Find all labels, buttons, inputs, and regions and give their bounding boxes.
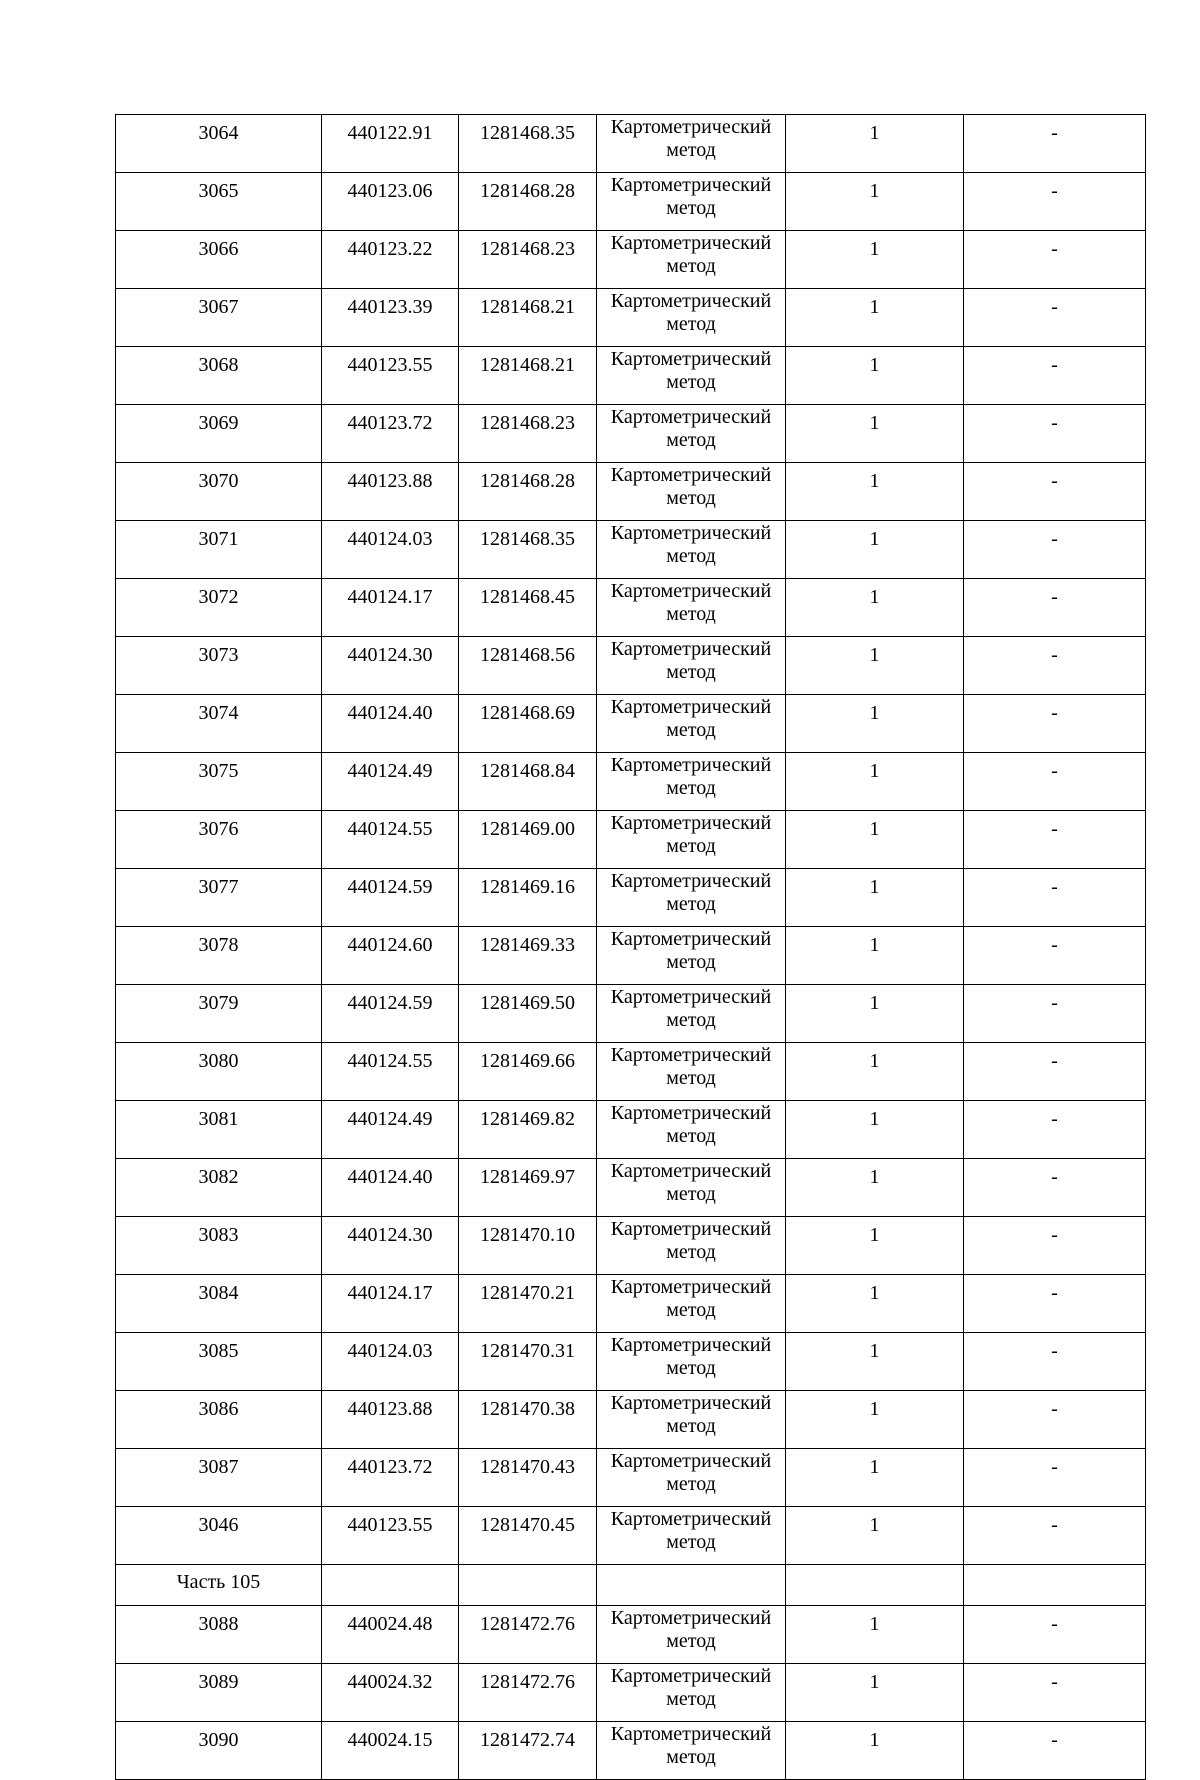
method-cell: Картометрический метод [597,1275,786,1333]
method-cell: Картометрический метод [597,637,786,695]
method-cell: Картометрический метод [597,1606,786,1664]
point-number-cell: 3085 [116,1333,322,1391]
point-number-cell: 3076 [116,811,322,869]
x-coordinate-cell: 440124.03 [322,521,459,579]
note-cell: - [964,1333,1146,1391]
accuracy-cell: 1 [786,637,964,695]
point-number-cell: 3080 [116,1043,322,1101]
note-cell: - [964,115,1146,173]
y-coordinate-cell: 1281469.33 [459,927,597,985]
table-row [116,637,1146,695]
point-number-cell: 3090 [116,1722,322,1780]
method-cell: Картометрический метод [597,869,786,927]
x-coordinate-cell: 440124.59 [322,985,459,1043]
y-coordinate-cell: 1281468.35 [459,115,597,173]
x-coordinate-cell: 440124.40 [322,1159,459,1217]
table-row [116,579,1146,637]
y-coordinate-cell: 1281470.43 [459,1449,597,1507]
method-cell: Картометрический метод [597,1507,786,1565]
x-coordinate-cell: 440024.32 [322,1664,459,1722]
note-cell: - [964,579,1146,637]
point-number-cell: 3074 [116,695,322,753]
note-cell: - [964,1664,1146,1722]
table-row [116,695,1146,753]
note-cell: - [964,1101,1146,1159]
x-coordinate-cell: 440024.48 [322,1606,459,1664]
point-number-cell: 3065 [116,173,322,231]
y-coordinate-cell: 1281472.76 [459,1664,597,1722]
point-number-cell: 3069 [116,405,322,463]
point-number-cell: 3077 [116,869,322,927]
accuracy-cell: 1 [786,1449,964,1507]
note-cell: - [964,1159,1146,1217]
x-coordinate-cell: 440123.88 [322,463,459,521]
point-number-cell: 3068 [116,347,322,405]
table-row [116,1664,1146,1722]
table-row [116,811,1146,869]
note-cell: - [964,1449,1146,1507]
table-row [116,1159,1146,1217]
empty-cell [597,1565,786,1606]
accuracy-cell: 1 [786,521,964,579]
point-number-cell: 3089 [116,1664,322,1722]
table-row [116,405,1146,463]
x-coordinate-cell: 440123.55 [322,347,459,405]
y-coordinate-cell: 1281472.74 [459,1722,597,1780]
note-cell: - [964,985,1146,1043]
point-number-cell: 3070 [116,463,322,521]
y-coordinate-cell: 1281468.21 [459,347,597,405]
accuracy-cell: 1 [786,927,964,985]
accuracy-cell: 1 [786,811,964,869]
x-coordinate-cell: 440024.15 [322,1722,459,1780]
accuracy-cell: 1 [786,695,964,753]
table-body [116,115,1146,1780]
note-cell: - [964,811,1146,869]
note-cell: - [964,1606,1146,1664]
y-coordinate-cell: 1281470.10 [459,1217,597,1275]
table-row [116,463,1146,521]
section-row [116,1565,1146,1606]
accuracy-cell: 1 [786,1043,964,1101]
method-cell: Картометрический метод [597,231,786,289]
accuracy-cell: 1 [786,173,964,231]
table-row [116,1043,1146,1101]
accuracy-cell: 1 [786,115,964,173]
x-coordinate-cell: 440124.17 [322,1275,459,1333]
accuracy-cell: 1 [786,753,964,811]
note-cell: - [964,1217,1146,1275]
method-cell: Картометрический метод [597,695,786,753]
point-number-cell: 3072 [116,579,322,637]
method-cell: Картометрический метод [597,1043,786,1101]
y-coordinate-cell: 1281469.16 [459,869,597,927]
point-number-cell: 3083 [116,1217,322,1275]
x-coordinate-cell: 440122.91 [322,115,459,173]
table-row [116,1449,1146,1507]
note-cell: - [964,1275,1146,1333]
x-coordinate-cell: 440123.88 [322,1391,459,1449]
table-row [116,173,1146,231]
x-coordinate-cell: 440124.55 [322,1043,459,1101]
empty-cell [786,1565,964,1606]
note-cell: - [964,637,1146,695]
note-cell: - [964,231,1146,289]
note-cell: - [964,869,1146,927]
note-cell: - [964,173,1146,231]
table-row [116,1391,1146,1449]
y-coordinate-cell: 1281470.31 [459,1333,597,1391]
accuracy-cell: 1 [786,1391,964,1449]
x-coordinate-cell: 440124.03 [322,1333,459,1391]
x-coordinate-cell: 440123.39 [322,289,459,347]
x-coordinate-cell: 440123.72 [322,1449,459,1507]
y-coordinate-cell: 1281468.28 [459,463,597,521]
accuracy-cell: 1 [786,1333,964,1391]
y-coordinate-cell: 1281468.35 [459,521,597,579]
y-coordinate-cell: 1281469.00 [459,811,597,869]
point-number-cell: 3081 [116,1101,322,1159]
coordinates-table [115,114,1146,1780]
method-cell: Картометрический метод [597,521,786,579]
y-coordinate-cell: 1281472.76 [459,1606,597,1664]
table-row [116,521,1146,579]
empty-cell [964,1565,1146,1606]
method-cell: Картометрический метод [597,289,786,347]
section-label: Часть 105 [116,1565,322,1606]
y-coordinate-cell: 1281468.28 [459,173,597,231]
empty-cell [322,1565,459,1606]
note-cell: - [964,695,1146,753]
note-cell: - [964,1391,1146,1449]
note-cell: - [964,1507,1146,1565]
table-row [116,115,1146,173]
table-row [116,1333,1146,1391]
table-row [116,231,1146,289]
accuracy-cell: 1 [786,1606,964,1664]
method-cell: Картометрический метод [597,753,786,811]
point-number-cell: 3078 [116,927,322,985]
y-coordinate-cell: 1281470.21 [459,1275,597,1333]
x-coordinate-cell: 440124.59 [322,869,459,927]
method-cell: Картометрический метод [597,1722,786,1780]
y-coordinate-cell: 1281468.45 [459,579,597,637]
method-cell: Картометрический метод [597,1333,786,1391]
table-row [116,1507,1146,1565]
point-number-cell: 3082 [116,1159,322,1217]
accuracy-cell: 1 [786,347,964,405]
point-number-cell: 3087 [116,1449,322,1507]
table-row [116,869,1146,927]
method-cell: Картометрический метод [597,985,786,1043]
accuracy-cell: 1 [786,869,964,927]
x-coordinate-cell: 440124.40 [322,695,459,753]
point-number-cell: 3084 [116,1275,322,1333]
table-row [116,289,1146,347]
table-row [116,347,1146,405]
x-coordinate-cell: 440123.72 [322,405,459,463]
method-cell: Картометрический метод [597,1391,786,1449]
method-cell: Картометрический метод [597,1217,786,1275]
point-number-cell: 3079 [116,985,322,1043]
method-cell: Картометрический метод [597,347,786,405]
point-number-cell: 3066 [116,231,322,289]
method-cell: Картометрический метод [597,927,786,985]
y-coordinate-cell: 1281469.50 [459,985,597,1043]
note-cell: - [964,289,1146,347]
x-coordinate-cell: 440124.60 [322,927,459,985]
table-row [116,927,1146,985]
method-cell: Картометрический метод [597,173,786,231]
note-cell: - [964,1043,1146,1101]
point-number-cell: 3086 [116,1391,322,1449]
table-row [116,985,1146,1043]
y-coordinate-cell: 1281469.66 [459,1043,597,1101]
accuracy-cell: 1 [786,1101,964,1159]
note-cell: - [964,927,1146,985]
note-cell: - [964,521,1146,579]
x-coordinate-cell: 440124.17 [322,579,459,637]
point-number-cell: 3064 [116,115,322,173]
method-cell: Картометрический метод [597,463,786,521]
point-number-cell: 3075 [116,753,322,811]
point-number-cell: 3073 [116,637,322,695]
x-coordinate-cell: 440123.55 [322,1507,459,1565]
y-coordinate-cell: 1281468.21 [459,289,597,347]
method-cell: Картометрический метод [597,1449,786,1507]
accuracy-cell: 1 [786,1159,964,1217]
accuracy-cell: 1 [786,405,964,463]
x-coordinate-cell: 440124.30 [322,637,459,695]
method-cell: Картометрический метод [597,1101,786,1159]
x-coordinate-cell: 440124.49 [322,753,459,811]
empty-cell [459,1565,597,1606]
y-coordinate-cell: 1281468.23 [459,231,597,289]
table-row [116,1722,1146,1780]
point-number-cell: 3088 [116,1606,322,1664]
point-number-cell: 3071 [116,521,322,579]
accuracy-cell: 1 [786,231,964,289]
x-coordinate-cell: 440124.30 [322,1217,459,1275]
accuracy-cell: 1 [786,1217,964,1275]
note-cell: - [964,753,1146,811]
y-coordinate-cell: 1281468.69 [459,695,597,753]
table-row [116,753,1146,811]
note-cell: - [964,405,1146,463]
method-cell: Картометрический метод [597,1664,786,1722]
y-coordinate-cell: 1281470.38 [459,1391,597,1449]
table-row [116,1275,1146,1333]
accuracy-cell: 1 [786,985,964,1043]
x-coordinate-cell: 440123.22 [322,231,459,289]
accuracy-cell: 1 [786,1275,964,1333]
y-coordinate-cell: 1281468.23 [459,405,597,463]
method-cell: Картометрический метод [597,405,786,463]
x-coordinate-cell: 440123.06 [322,173,459,231]
note-cell: - [964,347,1146,405]
y-coordinate-cell: 1281468.84 [459,753,597,811]
method-cell: Картометрический метод [597,579,786,637]
y-coordinate-cell: 1281469.82 [459,1101,597,1159]
y-coordinate-cell: 1281468.56 [459,637,597,695]
method-cell: Картометрический метод [597,115,786,173]
accuracy-cell: 1 [786,1507,964,1565]
note-cell: - [964,463,1146,521]
accuracy-cell: 1 [786,1664,964,1722]
accuracy-cell: 1 [786,463,964,521]
method-cell: Картометрический метод [597,811,786,869]
point-number-cell: 3046 [116,1507,322,1565]
accuracy-cell: 1 [786,289,964,347]
x-coordinate-cell: 440124.49 [322,1101,459,1159]
note-cell: - [964,1722,1146,1780]
y-coordinate-cell: 1281469.97 [459,1159,597,1217]
table-row [116,1217,1146,1275]
y-coordinate-cell: 1281470.45 [459,1507,597,1565]
method-cell: Картометрический метод [597,1159,786,1217]
table-row [116,1606,1146,1664]
x-coordinate-cell: 440124.55 [322,811,459,869]
accuracy-cell: 1 [786,1722,964,1780]
table-row [116,1101,1146,1159]
point-number-cell: 3067 [116,289,322,347]
accuracy-cell: 1 [786,579,964,637]
